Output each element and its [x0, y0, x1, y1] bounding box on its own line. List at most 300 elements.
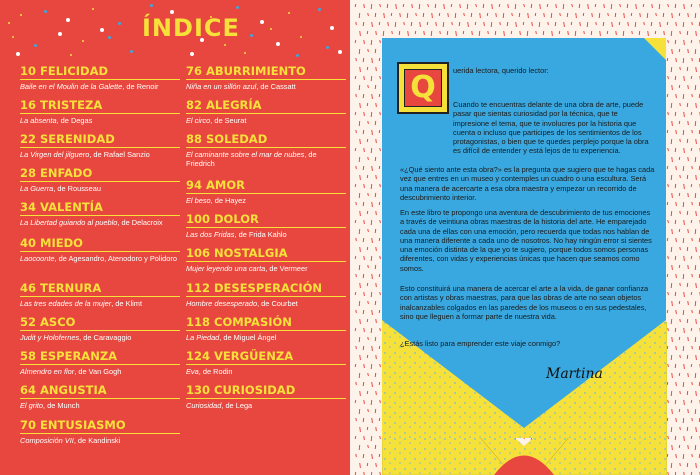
dash-mark [360, 211, 361, 216]
dash-mark [372, 454, 373, 459]
index-entry[interactable] [20, 98, 180, 125]
emotion-name: FELICIDAD [40, 64, 109, 78]
artwork-title: Judit y Holofernes [20, 333, 80, 342]
artwork-caption [20, 333, 180, 342]
dash-mark [688, 265, 689, 269]
dash-mark [679, 49, 680, 52]
dash-mark [676, 58, 677, 62]
confetti-dot [130, 50, 133, 53]
dash-mark [687, 211, 688, 215]
dash-mark [360, 319, 361, 324]
dash-mark [676, 130, 677, 134]
confetti-dot [318, 8, 321, 11]
confetti-dot [20, 14, 22, 16]
dash-mark [607, 31, 608, 34]
index-entry-heading [186, 98, 346, 112]
dash-mark [355, 76, 356, 79]
emotion-name: VALENTÍA [40, 200, 103, 214]
index-entry[interactable] [20, 236, 180, 263]
letter-paragraph-3: En este libro te propongo una aventura de descubrimiento de tus emociones a través de veintiuna obras maestras de la historia del arte. He emparejado cada una de ellas con una emoción, pero recuerda que todas nos hablan de una manera diferente a cada uno de nosotros. No hay ningún error si sientes una emoción distinta de la que yo te sugiero, porque todos somos personas diferentes, con vidas y experiencias únicas que hacen que seamos como somos. [400, 208, 652, 273]
page-number: 16 [20, 98, 37, 112]
page-number: 94 [186, 178, 203, 192]
emotion-name: MIEDO [40, 236, 83, 250]
artist-name: , de Rodin [198, 367, 233, 376]
dash-mark [688, 49, 689, 53]
dash-mark [360, 463, 361, 468]
artwork-title: El beso [186, 196, 211, 205]
dash-mark [639, 31, 640, 35]
dash-mark [411, 22, 412, 26]
dash-mark [624, 13, 625, 18]
dash-mark [519, 13, 520, 17]
dash-mark [628, 22, 629, 26]
drop-cap-box [397, 62, 449, 114]
dash-mark [367, 139, 368, 142]
page-number: 40 [20, 236, 37, 250]
dash-mark [491, 22, 492, 27]
dash-mark [360, 247, 361, 252]
dash-mark [664, 31, 665, 35]
artwork-caption [186, 333, 346, 342]
dash-mark [507, 22, 508, 26]
dash-mark [367, 211, 368, 214]
dash-mark [668, 148, 669, 151]
dash-mark [676, 238, 677, 242]
dash-mark [675, 4, 676, 8]
dash-mark [659, 4, 660, 9]
dash-mark [371, 76, 372, 81]
dash-mark [583, 13, 584, 16]
emotion-name: ENTUSIASMO [40, 418, 126, 432]
dash-mark [356, 418, 357, 421]
artist-name: , de Kandinski [73, 436, 121, 445]
dash-mark [676, 310, 677, 314]
dash-mark [380, 364, 381, 367]
index-entry[interactable] [20, 349, 180, 376]
dash-mark [423, 13, 424, 17]
index-entry[interactable] [186, 132, 346, 168]
artwork-caption [186, 116, 346, 125]
divider [20, 181, 180, 182]
dash-mark [676, 346, 677, 350]
dash-mark [368, 445, 369, 448]
dash-mark [559, 31, 560, 34]
dash-mark [459, 22, 460, 26]
divider [186, 364, 346, 365]
dash-mark [356, 22, 357, 25]
index-entry[interactable] [186, 349, 346, 376]
dash-mark [364, 76, 365, 80]
dash-mark [360, 283, 361, 288]
dash-mark [695, 193, 696, 198]
dash-mark [375, 265, 376, 269]
dash-mark [551, 13, 552, 18]
confetti-dot [16, 52, 20, 56]
divider [20, 433, 180, 434]
artist-name: , de Frida Kahlo [234, 230, 287, 239]
dash-mark [619, 22, 620, 25]
dash-mark [680, 463, 681, 466]
dash-mark [679, 301, 680, 304]
dash-mark [595, 4, 596, 7]
dash-mark [380, 436, 381, 439]
index-entry[interactable] [186, 281, 346, 308]
page-number: 64 [20, 383, 37, 397]
emotion-name: COMPASIÓN [214, 315, 292, 329]
dash-mark [356, 454, 357, 457]
artwork-title: Las tres edades de la mujer [20, 299, 112, 308]
dash-mark [611, 4, 612, 9]
dash-mark [679, 13, 680, 16]
divider [20, 251, 180, 252]
dash-mark [379, 202, 380, 205]
dash-mark [687, 247, 688, 251]
dash-mark [375, 373, 376, 377]
confetti-dot [260, 20, 264, 24]
dash-mark [655, 31, 656, 34]
dash-mark [367, 283, 368, 286]
dash-mark [379, 166, 380, 169]
dash-mark [684, 76, 685, 81]
dash-mark [360, 67, 361, 72]
dash-mark [671, 283, 672, 288]
dash-mark [687, 355, 688, 359]
dash-mark [643, 4, 644, 7]
dash-mark [604, 4, 605, 8]
page-number: 70 [20, 418, 37, 432]
dash-mark [683, 130, 684, 135]
index-entry[interactable] [20, 166, 180, 193]
dash-mark [692, 310, 693, 313]
artist-name: , de Delacroix [117, 218, 163, 227]
index-entry[interactable] [186, 98, 346, 125]
index-entry[interactable] [20, 315, 180, 342]
dash-mark [680, 247, 681, 250]
dash-mark [687, 283, 688, 287]
dash-mark [380, 184, 381, 187]
dash-mark [695, 121, 696, 126]
dash-mark [676, 454, 677, 458]
dash-mark [363, 238, 364, 242]
divider [186, 193, 346, 194]
dash-mark [387, 4, 388, 8]
dash-mark [671, 247, 672, 252]
dash-mark [692, 130, 693, 133]
artist-name: , de Klimt [111, 299, 143, 308]
dash-mark [695, 157, 696, 162]
confetti-dot [58, 32, 62, 36]
dash-mark [355, 184, 356, 187]
dash-mark [356, 166, 357, 169]
index-entry[interactable] [186, 315, 346, 342]
dash-mark [679, 85, 680, 88]
page-number: 88 [186, 132, 203, 146]
dash-mark [372, 310, 373, 315]
dash-mark [376, 175, 377, 179]
dash-mark [363, 166, 364, 170]
dash-mark [680, 175, 681, 178]
letter-card-fold [644, 38, 666, 60]
dash-mark [563, 4, 564, 9]
dash-mark [692, 94, 693, 97]
dash-mark [671, 427, 672, 432]
index-entry[interactable] [186, 383, 346, 410]
artwork-caption [20, 184, 180, 193]
artwork-caption [186, 367, 346, 376]
index-entry[interactable] [20, 64, 180, 91]
dash-mark [684, 184, 685, 189]
dash-mark [371, 400, 372, 405]
dash-mark [576, 13, 577, 18]
dash-mark [640, 13, 641, 17]
confetti-dot [338, 50, 342, 54]
confetti-dot [330, 26, 334, 30]
dash-mark [363, 382, 364, 386]
dash-mark [696, 67, 697, 72]
dash-mark [371, 256, 372, 261]
dash-mark [400, 13, 401, 17]
confetti-dot [92, 8, 94, 10]
emotion-name: DESESPERACIÓN [214, 281, 322, 295]
confetti-dot [44, 10, 47, 13]
dash-mark [567, 13, 568, 17]
dash-mark [683, 238, 684, 243]
index-entry[interactable] [20, 281, 180, 308]
dash-mark [524, 4, 525, 7]
page-number: 106 [186, 246, 211, 260]
dash-mark [675, 220, 676, 224]
dash-mark [355, 400, 356, 403]
dash-mark [488, 31, 489, 34]
dash-mark [360, 139, 361, 144]
divider [186, 330, 346, 331]
dash-mark [376, 391, 377, 395]
dash-mark [436, 22, 437, 26]
dash-mark [523, 22, 524, 25]
confetti-dot [224, 44, 226, 46]
dash-mark [680, 103, 681, 106]
dash-mark [676, 202, 677, 206]
dash-mark [384, 13, 385, 18]
dash-mark [359, 85, 360, 90]
dash-mark [535, 13, 536, 16]
dash-mark [671, 67, 672, 72]
emotion-name: ENFADO [40, 166, 93, 180]
index-entry-heading [186, 64, 346, 78]
index-entry[interactable] [20, 418, 180, 445]
dash-mark [687, 463, 688, 467]
dash-mark [371, 148, 372, 153]
dash-mark [683, 94, 684, 99]
dash-mark [372, 202, 373, 207]
dash-mark [692, 58, 693, 61]
dash-mark [420, 22, 421, 27]
dash-mark [372, 274, 373, 279]
dash-mark [688, 301, 689, 305]
index-entry-heading [20, 236, 180, 250]
dash-mark [359, 157, 360, 162]
dash-mark [695, 265, 696, 270]
dash-mark [692, 238, 693, 241]
artwork-title: Composición VII [20, 436, 74, 445]
page-number: 46 [20, 281, 37, 295]
artwork-title: Laocoonte [20, 254, 55, 263]
artwork-title: Mujer leyendo una carta [186, 264, 266, 273]
dash-mark [367, 31, 368, 34]
confetti-dot [288, 12, 290, 14]
dash-mark [476, 4, 477, 7]
dash-mark [695, 13, 696, 18]
artwork-caption [186, 264, 346, 273]
dash-mark [380, 76, 381, 79]
dash-mark [407, 13, 408, 18]
artwork-title: Curiosidad [186, 401, 222, 410]
dash-mark [547, 4, 548, 7]
dash-mark [555, 22, 556, 26]
dash-mark [380, 148, 381, 151]
confetti-dot [70, 54, 72, 56]
dash-mark [676, 382, 677, 386]
dash-mark [471, 13, 472, 17]
artist-name: , de Degas [56, 116, 93, 125]
index-entry-heading [186, 349, 346, 363]
dash-mark [376, 139, 377, 143]
dash-mark [371, 220, 372, 225]
index-entry[interactable] [186, 178, 346, 205]
dash-mark [580, 22, 581, 26]
dash-mark [492, 4, 493, 9]
dash-mark [364, 292, 365, 296]
dash-mark [356, 94, 357, 97]
dash-mark [683, 274, 684, 279]
dash-mark [675, 328, 676, 332]
index-entry[interactable] [20, 383, 180, 410]
dash-mark [548, 22, 549, 25]
dash-mark [572, 4, 573, 7]
artist-name: , de Agesandro, Atenodoro y Polidoro [54, 254, 177, 263]
divider [186, 261, 346, 262]
confetti-dot [8, 22, 10, 24]
dash-mark [680, 427, 681, 430]
index-title: ÍNDICE [142, 14, 240, 42]
artwork-caption [186, 401, 346, 410]
dash-mark [696, 247, 697, 252]
dash-mark [692, 418, 693, 421]
index-entry[interactable] [186, 212, 346, 239]
dash-mark [568, 31, 569, 35]
dash-mark [372, 346, 373, 351]
dash-mark [695, 49, 696, 54]
dash-mark [448, 13, 449, 17]
dash-mark [355, 40, 356, 43]
dash-mark [443, 22, 444, 27]
dash-mark [671, 211, 672, 216]
dash-mark [644, 22, 645, 25]
dash-mark [647, 13, 648, 18]
dash-mark [688, 409, 689, 413]
dash-mark [376, 31, 377, 35]
dash-mark [679, 157, 680, 160]
artist-name: , de Rousseau [53, 184, 101, 193]
dash-mark [368, 301, 369, 304]
dash-mark [671, 31, 672, 36]
dash-mark [692, 202, 693, 205]
dash-mark [379, 58, 380, 61]
dash-mark [668, 328, 669, 331]
artwork-caption [186, 196, 346, 205]
emotion-name: ABURRIMIENTO [206, 64, 306, 78]
artist-name: , de Lega [221, 401, 253, 410]
dash-mark [668, 400, 669, 403]
dash-mark [675, 40, 676, 44]
dash-mark [375, 445, 376, 449]
dash-mark [363, 274, 364, 278]
dash-mark [360, 427, 361, 432]
artwork-title: El caminante sobre el mar de nubes [186, 150, 305, 159]
dash-mark [667, 130, 668, 133]
dash-mark [355, 4, 356, 7]
emotion-name: TRISTEZA [40, 98, 103, 112]
dash-mark [679, 409, 680, 412]
divider [186, 113, 346, 114]
index-entry-heading [20, 64, 180, 78]
dash-mark [691, 256, 692, 259]
dash-mark [363, 94, 364, 98]
dash-mark [696, 319, 697, 324]
dash-mark [364, 148, 365, 152]
dash-mark [359, 373, 360, 378]
dash-mark [360, 31, 361, 36]
dash-mark [367, 355, 368, 358]
dash-mark [696, 463, 697, 468]
dash-mark [363, 346, 364, 350]
dash-mark [372, 130, 373, 135]
dash-mark [368, 265, 369, 268]
index-entry-heading [186, 246, 346, 260]
index-entry[interactable] [20, 132, 180, 159]
dash-mark [608, 13, 609, 16]
dash-mark [364, 4, 365, 8]
artwork-title: La Piedad [186, 333, 220, 342]
dash-mark [371, 40, 372, 45]
dash-mark [511, 31, 512, 34]
index-entry[interactable] [186, 246, 346, 273]
dash-mark [635, 22, 636, 27]
dash-mark [380, 400, 381, 403]
dash-mark [447, 31, 448, 35]
dash-mark [675, 148, 676, 152]
letter-paragraph-2: «¿Qué siento ante esta obra?» es la pregunta que sugiero que te hagas cada vez que entres en un museo y contemples un cuadro o una escultura. Será una manera de acercarte a esa obra maestra y empezar un recorrido de descubrimiento interior. [400, 165, 655, 202]
page-number: 22 [20, 132, 37, 146]
dash-mark [512, 13, 513, 16]
index-entry[interactable] [20, 200, 180, 227]
dash-mark [379, 382, 380, 385]
page-number: 58 [20, 349, 37, 363]
confetti-dot [326, 46, 329, 49]
dash-mark [691, 436, 692, 439]
dash-mark [667, 418, 668, 421]
index-entry[interactable] [186, 64, 346, 91]
dash-mark [683, 382, 684, 387]
dash-mark [672, 85, 673, 90]
confetti-dot [296, 54, 299, 57]
dash-mark [359, 193, 360, 198]
dash-mark [667, 166, 668, 169]
confetti-dot [250, 34, 253, 37]
confetti-dot [12, 36, 14, 38]
index-entry-heading [20, 166, 180, 180]
emotion-name: CURIOSIDAD [214, 383, 296, 397]
